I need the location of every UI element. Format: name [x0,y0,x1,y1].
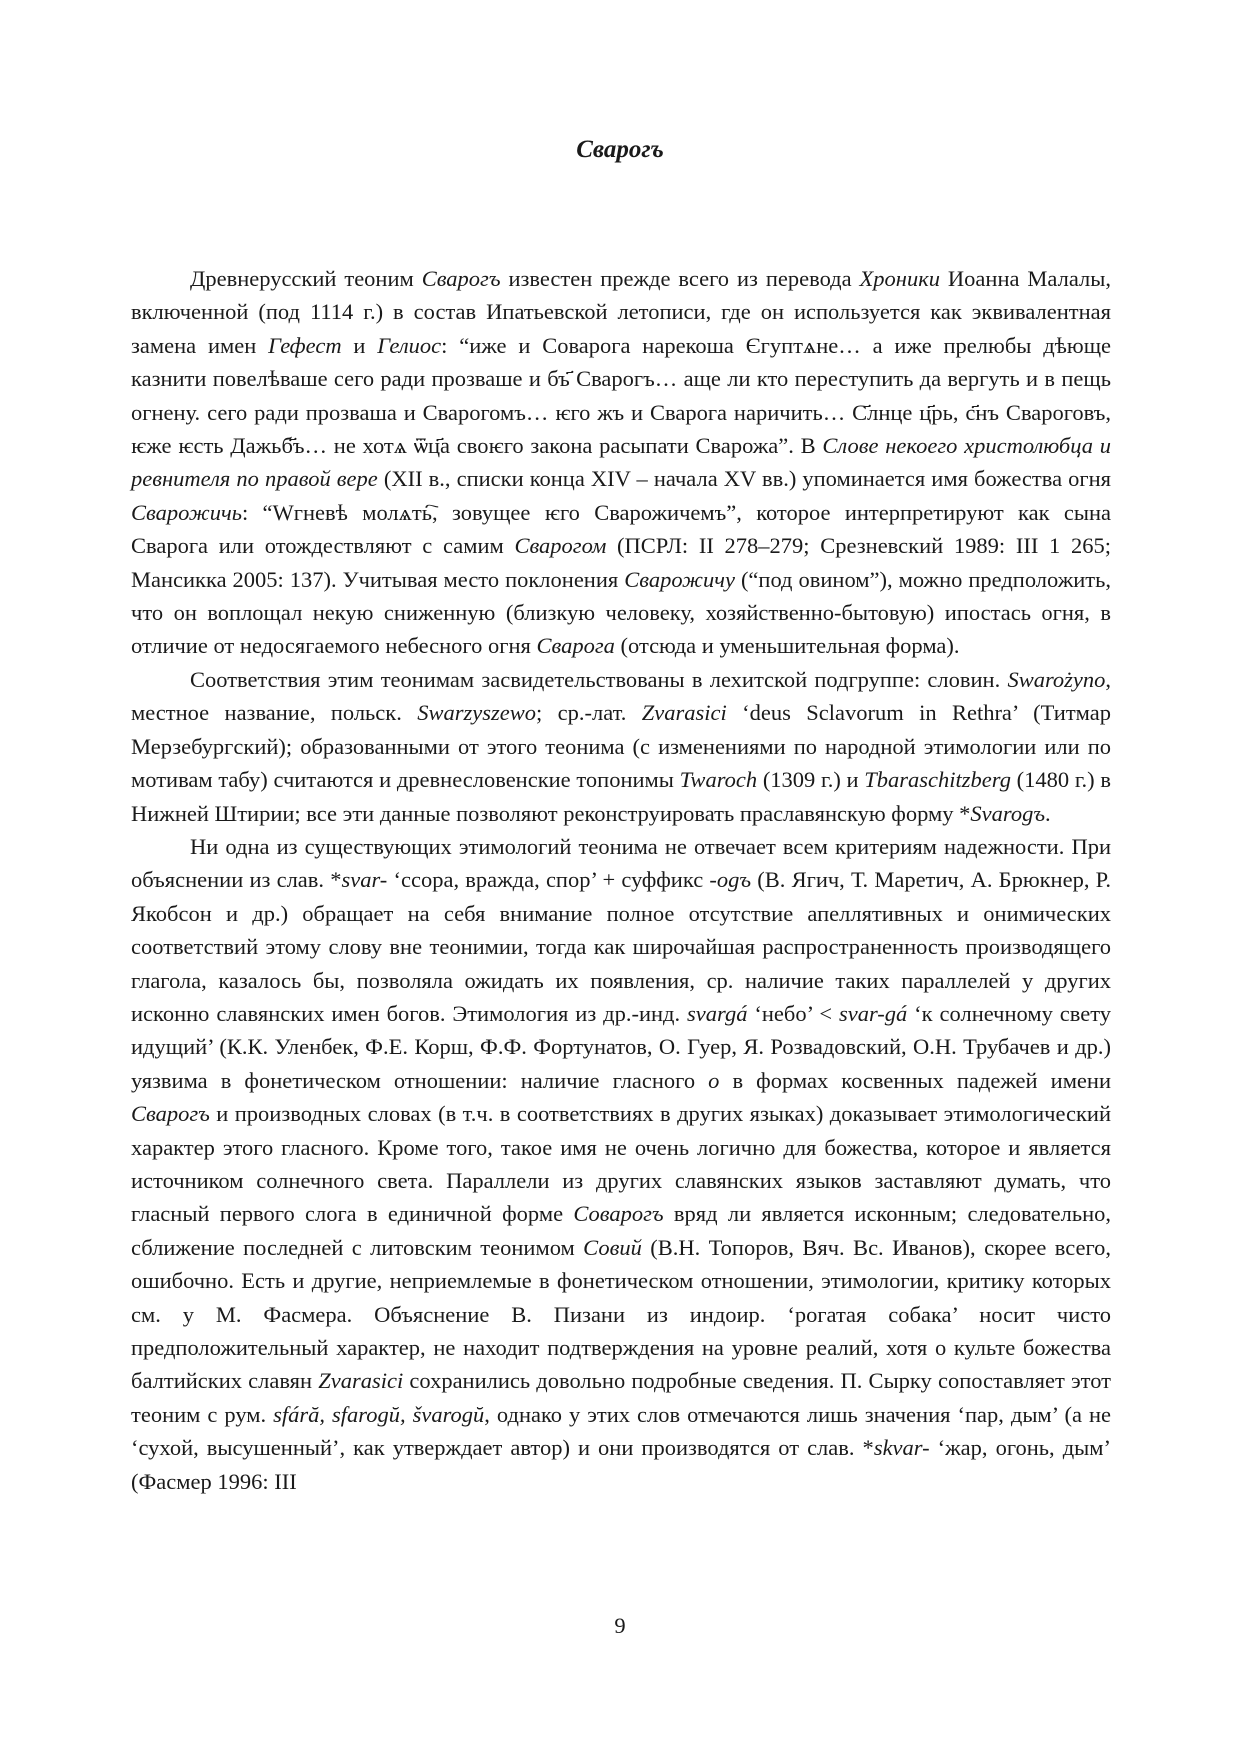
italic-term: Zvarasici [318,1368,404,1394]
text-run: ‘небо’ < [747,1000,839,1026]
text-run: : “Wгневѣ молѧть҇, зовущее ѥго Сварожичемъ”, которое интерпретируют как сына Сварога или отождествляют с самим [131,499,1111,559]
page-number: 9 [614,1613,626,1638]
italic-term: Svarogъ [970,800,1046,826]
text-run: и [341,332,378,358]
article-title: Сварогъ [576,136,664,163]
text-run: ‘к солнечному свету идущий’ (К.К. Уленбек, Ф.Е. Корш, Ф.Ф. Фортунатов, О. Гуер, Я. Розвадовский, О.Н. Трубачев и др.) уязвима в фонетическом отношении: наличие гласного [131,1000,1111,1093]
italic-term: Сварога [536,633,615,659]
text-run: Древнерусский теоним [190,266,422,291]
paragraph-3 [131,830,1111,1498]
italic-term: Tbaraschitzberg [864,767,1011,793]
italic-term: Хроники [859,266,940,291]
text-run: ‘ссора, вражда, спор’ + суффикс [387,867,710,893]
italic-term: Слове некоего христолюбца и ревнителя по правой вере [131,433,1111,492]
text-run: Соответствия этим теонимам засвидетельствованы в лехитской подгруппе: словин. [190,666,1008,692]
text-run: ‘deus Sclavorum in Rethra’ (Титмар Мерзебургский); образованными от этого теонима (с изменениями по народной этимологии или по мотивам табу) считаются и древнесловенские топонимы [131,700,1111,793]
italic-term: -ogъ [709,867,752,893]
text-run: (отсюда и уменьшительная форма). [614,633,960,659]
text-run: (В.Н. Топоров, Вяч. Вс. Иванов), скорее всего, ошибочно. Есть и другие, неприемлемые в фонетическом отношении, этимологии, критику которых см. у М. Фасмера. Объяснение В. Пизани из индоир. ‘рогатая собака’ носит чисто предположительный характер, не находит подтверждения на уровне реалий, хотя о культе божества балтийских славян [131,1234,1111,1394]
italic-term: Совий [583,1234,642,1260]
italic-term: skvar- [873,1435,930,1461]
text-run: известен прежде всего из перевода [500,266,860,291]
italic-term: Гелиос [377,332,442,358]
italic-term: Сварогъ [421,266,501,291]
text-run: вряд ли является исконным; следовательно, сближение последней с литовским теонимом [131,1201,1112,1260]
italic-term: svar-gá [838,1000,908,1026]
italic-term: Сварожичь [131,499,242,525]
paragraph-2 [131,663,1111,830]
text-run: в формах косвенных падежей имени [719,1067,1111,1093]
text-run: Иоанна Малалы, включенной (под 1114 г.) в состав Ипатьевской летописи, где он используется как эквивалентная замена имен [131,266,1111,358]
italic-term: svar- [341,867,388,893]
italic-term: Сварожичу [624,566,735,592]
text-run: Ни одна из существующих этимологий теонима не отвечает всем критериям надежности. При объяснении из слав. * [131,833,1111,893]
italic-term: Swarzyszewo [417,700,536,726]
italic-term: o [708,1067,720,1093]
italic-term: Twaroch [679,767,758,793]
italic-term: Zvarasici [641,700,727,726]
text-run: , однако у этих слов отмечаются лишь значения ‘пар, дым’ (а не ‘сухой, высушенный’, как утверждает автор) и они производятся от слав. * [131,1401,1112,1461]
italic-term: Гефест [268,332,342,358]
text-run: (1480 г.) в Нижней Штирии; все эти данные позволяют реконструировать праславянскую форму * [131,767,1111,826]
italic-term: sfáră, sfarogŭ, švarogŭ [273,1401,485,1427]
italic-term: svargá [687,1000,748,1026]
text-run: ‘жар, огонь, дым’ (Фасмер 1996: III [131,1435,1111,1494]
text-run: . [1045,800,1051,826]
text-run: (1309 г.) и [757,767,865,793]
text-run: (В. Ягич, Т. Маретич, А. Брюкнер, Р. Якобсон и др.) обращает на себя внимание полное отсутствие апеллятивных и онимических соответствий этому слову вне теонимии, тогда как широчайшая распространенность производящего глагола, казалось бы, позволяла ожидать их появления, ср. наличие таких параллелей у других исконно славянских имен богов. Этимология из др.-инд. [131,867,1111,1026]
text-run: , местное название, польск. [131,666,1111,726]
paragraph-1 [131,262,1111,663]
text-run: : “иже и Соварога нарекоша Єгуптѧне… а иже прелюбы дѣюще казнити повелѣваше сего ради прозваше и бъ҃ Сварогъ… аще ли кто переступить да вергуть и в пещь огнену. сего ради прозваша и Сварогомъ… ѥго жъ и Сварога наричить… С҃лнце ц҃рь, с҃нъ Свароговъ, ѥже ѥсть Дажьб҃ъ… не хотѧ ѿц҃а своѥго закона расыпати Сварожа”. В [131,332,1112,459]
italic-term: Соварогъ [573,1201,664,1227]
text-run: ; ср.-лат. [535,700,642,726]
italic-term: Сварогъ [131,1101,210,1127]
text-run: (“под овином”), можно предположить, что он воплощал некую сниженную (близкую человеку, хозяйственно-бытовую) ипостась огня, в отличие от недосягаемого небесного огня [131,566,1111,659]
italic-term: Swarożyno [1007,666,1106,692]
italic-term: Сварогом [514,533,607,559]
text-run: сохранились довольно подробные сведения. П. Сырку сопоставляет этот теоним с рум. [131,1368,1111,1427]
text-run: (ПСРЛ: II 278–279; Срезневский 1989: III 1 265; Мансикка 2005: 137). Учитывая место поклонения [131,533,1111,592]
text-run: и производных словах (в т.ч. в соответствиях в других языках) доказывает этимологический характер этого гласного. Кроме того, такое имя не очень логично для божества, которое и является источником солнечного света. Параллели из других славянских языков заставляют думать, что гласный первого слога в единичной форме [131,1101,1111,1227]
text-run: (XII в., списки конца XIV – начала XV вв.) упоминается имя божества огня [377,466,1112,492]
article-body [131,262,1111,1498]
